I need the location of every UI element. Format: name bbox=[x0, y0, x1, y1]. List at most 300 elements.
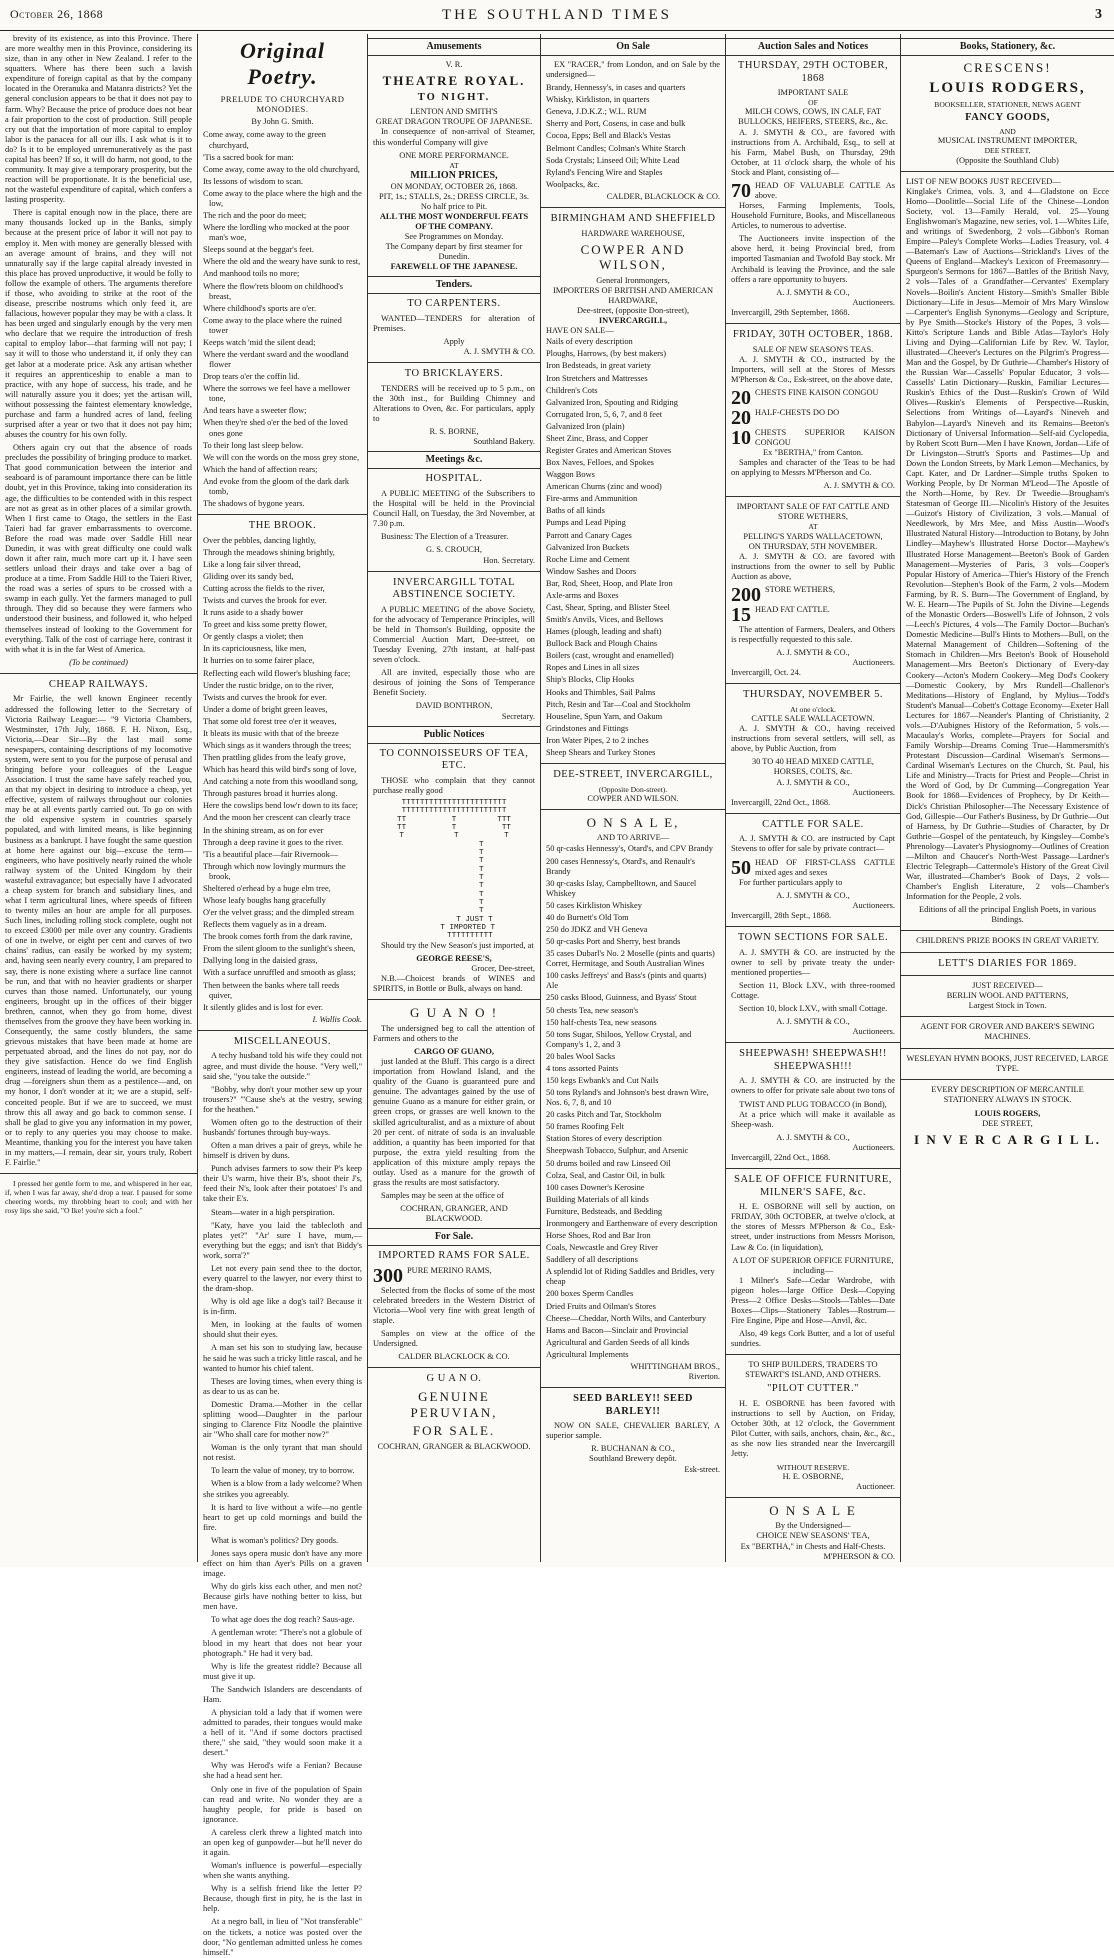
and-label: AND bbox=[999, 127, 1016, 137]
poem2-title: THE BROOK. bbox=[248, 520, 317, 532]
poem-line: Sheltered o'erhead by a huge elm tree, bbox=[203, 883, 331, 893]
paragraph: A careless clerk threw a lighted match into an open keg of gunpowder—but he'll never do it again. bbox=[203, 1827, 362, 1857]
row-number: 10 bbox=[731, 426, 751, 449]
poem-line: The rich and the poor do meet; bbox=[203, 211, 307, 221]
performance: ONE MORE PERFORMANCE. bbox=[399, 150, 509, 160]
poem-line: Here the cowslips bend low'r down to its face; bbox=[203, 801, 359, 811]
a1-number: 70 bbox=[731, 179, 751, 202]
poem-line: Under the rustic bridge, on to the river, bbox=[203, 680, 334, 690]
a9-body: H. E. OSBORNE has been favored with instructions to sell by Auction, on Friday, October 30th, at 12 o'clock, the Government Pilot Cutter, with sails, anchors, chain, &c., &c., as she now lies stranded near the Invercargill Jetty. bbox=[731, 1399, 895, 1459]
a7-dated: Invercargill, 22nd Oct., 1868. bbox=[731, 1152, 831, 1162]
a9-title: "PILOT CUTTER." bbox=[767, 1383, 859, 1395]
poem1-title: PRELUDE TO CHURCHYARD MONODIES. bbox=[220, 93, 345, 115]
paragraph: "Katy, have you laid the tablecloth and plates yet?" "Ar' sure I have, mum,—everything but the eggs; and isn't that Biddy's work, sorra'?" bbox=[203, 1220, 362, 1260]
poem-line: Then prattling glides from the leafy grove, bbox=[203, 753, 346, 763]
list-item: 50 tons Ryland's and Johnson's best drawn Wire, Nos. 6, 7, 8, and 10 bbox=[546, 1088, 709, 1108]
musical-importer: MUSICAL INSTRUMENT IMPORTER, bbox=[937, 136, 1078, 146]
paragraph: Let not every pain send thee to the doctor, every quarrel to the lawyer, nor every thirst to the dram-shop. bbox=[203, 1263, 362, 1294]
row-number: 20 bbox=[731, 406, 751, 429]
poem-line: Keeps watch 'mid the silent dead; bbox=[203, 337, 316, 347]
seat-prices: PIT, 1s.; STALLS, 2s.; DRESS CIRCLE, 3s. bbox=[379, 191, 529, 201]
carpenters-title: TO CARPENTERS. bbox=[407, 298, 501, 310]
paragraph: Others again cry out that the absence of roads precludes the possibility of bringing produce to market. That good communication between the interior and seaboard is of paramount importance there can be little doubt, yet in this Province, taking into consideration its age, the difficulties to be contended with in this respect are not as great as in other places of a similar growth. When I first came to Otago, the settlers in the East Taieri had far graver embarrassments to overcome. Before the road was made over Saddle Hill near Dunedin, it was with great difficulty one could walk down it after rain, much more cart up it. I have seen settlers unload their drays and take over a bag of produce at a time. From Saddle Hill to the Taieri River, the road was a series of spurs to be crossed with a swamp in each gully. Yet the farmers managed to pull through. They did so because they were farmers who understood their business, and followed it, who helped themselves instead of looking to the Government for everything. Talk of the cost of carriage here, contrast it with what it is in the far West of America. bbox=[5, 443, 192, 654]
row-text: HALF-CHESTS DO DO bbox=[755, 407, 840, 417]
list-item: Dried Fruits and Oilman's Stores bbox=[546, 1301, 656, 1311]
poem2-author: I. Wallis Cook. bbox=[312, 1014, 362, 1024]
list-item: 4 tons assorted Paints bbox=[546, 1063, 619, 1073]
list-item: Furniture, Bedsteads, and Bedding bbox=[546, 1206, 663, 1216]
tea-title: TO CONNOISSEURS OF TEA, ETC. bbox=[379, 747, 529, 772]
poem-line: In its capriciousness, like men, bbox=[203, 644, 307, 654]
paragraph: Why is life the greatest riddle? Because all must give it up. bbox=[203, 1661, 362, 1681]
poem2-body bbox=[203, 536, 362, 1013]
list-item: Station Stores of every description bbox=[546, 1134, 662, 1144]
list-item: 250 casks Blood, Guinness, and Byass' Stout bbox=[546, 993, 697, 1003]
bricklayers-title: TO BRICKLAYERS. bbox=[404, 368, 504, 380]
poem-line: The brook comes forth from the dark ravine, bbox=[203, 932, 353, 942]
vr-mark: V. R. bbox=[445, 60, 463, 69]
list-item: 50 chests Tea, new season's bbox=[546, 1005, 639, 1015]
list-item: Register Grates and American Stoves bbox=[546, 445, 672, 455]
guano2-head: GENUINE PERUVIAN, bbox=[410, 1389, 498, 1420]
a2-body: A. J. SMYTH & CO., instructed by the Importers, will sell at the Stores of Messrs M'Pherson & Co., Esk-street, on the above date, bbox=[731, 354, 895, 384]
list-item: Nails of every description bbox=[546, 337, 633, 347]
poem-line: The shadows of bygone years. bbox=[203, 498, 305, 508]
poem-line: Come away, come away to the green churchyard, bbox=[203, 130, 326, 150]
list-item: Parrott and Canary Cages bbox=[546, 530, 632, 540]
paragraph: Why is a selfish friend like the letter P? Because, though first in pity, he is the last in help. bbox=[203, 1884, 362, 1914]
column-6 bbox=[900, 34, 1114, 1562]
list-item: Colza, Seal, and Castor Oil, in bulk bbox=[546, 1170, 665, 1180]
guano-cargo: CARGO OF GUANO, bbox=[414, 1046, 494, 1056]
paragraph: When is a blow from a lady welcome? When she strikes you agreeably. bbox=[203, 1479, 363, 1499]
guano2-title: G U A N O. bbox=[426, 1373, 482, 1385]
list-item: Pitch, Resin and Tar—Coal and Stockholm bbox=[546, 699, 691, 709]
paragraph: Woman is the only tyrant that man should not resist. bbox=[203, 1443, 362, 1463]
list-item: A splendid lot of Riding Saddles and Bridles, very cheap bbox=[546, 1267, 715, 1287]
poem-line: Where the verdant sward and the woodland flower bbox=[203, 349, 349, 370]
farewell: FAREWELL OF THE JAPANESE. bbox=[390, 262, 518, 272]
public-notices-header: Public Notices bbox=[368, 726, 540, 744]
paragraph: A man set his son to studying law, because he said he was such a tricky little rascal, and he wanted to humor his chief talent. bbox=[203, 1343, 362, 1373]
a6-l1: Section 11, Block LXV., with three-roomed Cottage. bbox=[731, 980, 895, 1000]
poem-line: Cutting across the fields to the river, bbox=[203, 583, 325, 593]
rams-samples: Samples on view at the office of the Undersigned. bbox=[373, 1329, 535, 1349]
column-5 bbox=[725, 34, 900, 1562]
poem-line: That some old forest tree o'er it weaves, bbox=[203, 716, 337, 726]
list-item: Cheese—Cheddar, North Wilts, and Canterbury bbox=[546, 1313, 707, 1323]
list-item: Building Materials of all kinds bbox=[546, 1194, 649, 1204]
brewery: Southland Brewery depôt. bbox=[589, 1454, 677, 1464]
a9-head: TO SHIP BUILDERS, TRADERS TO STEWART'S ISLAND, AND OTHERS. bbox=[745, 1360, 881, 1380]
tea-after: Should try the New Season's just imported, at bbox=[381, 940, 534, 950]
list-item: Boilers (cast, wrought and enamelled) bbox=[546, 651, 674, 661]
list-item: Cocoa, Epps; Bell and Black's Vestas bbox=[546, 131, 671, 141]
list-item: Corrugated Iron, 5, 6, 7, and 8 feet bbox=[546, 409, 663, 419]
list-item: Window Sashes and Doors bbox=[546, 566, 637, 576]
esk-street: Esk-street. bbox=[684, 1464, 720, 1474]
a1-sig: A. J. SMYTH & CO., bbox=[776, 287, 850, 297]
list-item: Axle-arms and Boxes bbox=[546, 590, 619, 600]
paragraph: A physician told a lady that if women were admitted to parades, their tongues would make a hell of it. "And if some doctors practised there," she said, "they would soon make it a desert." bbox=[203, 1707, 362, 1758]
list-item: Sherry and Port, Cosens, in case and bulk bbox=[546, 119, 686, 129]
poem-line: Over the pebbles, dancing lightly, bbox=[203, 535, 316, 545]
list-item: 100 cases Downer's Kerosine bbox=[546, 1182, 645, 1192]
a6-l2: Section 10, block LXV., with small Cottage. bbox=[739, 1003, 888, 1013]
poem-line: In the shining stream, as on for ever bbox=[203, 825, 324, 835]
column-1 bbox=[0, 34, 197, 1562]
list-item: Belmont Candles; Colman's White Starch bbox=[546, 143, 686, 153]
poem-line: Or gently clasps a violet; then bbox=[203, 632, 304, 642]
temperance-body-2: All are invited, especially those who are desirous of joining the Sons of Temperance Benefit Society. bbox=[373, 668, 535, 698]
bricklayers-sig2: Southland Bakery. bbox=[473, 437, 535, 447]
programmes: See Programmes on Monday. bbox=[404, 232, 504, 242]
row-text: CHESTS FINE KAISON CONGOU bbox=[755, 387, 879, 397]
poem-line: It bleats its music with that of the breeze bbox=[203, 728, 339, 738]
paragraph: At a negro ball, in lieu of "Not transferable" on the tickets, a notice was posted over the door, "No gentleman admitted unless he comes himself." bbox=[203, 1917, 362, 1957]
misc-items bbox=[203, 1051, 362, 1957]
a3-body: A. J. SMYTH & CO. are favored with instructions from the owner to sell by Public Auction as above, bbox=[731, 551, 895, 581]
list-item: Agricultural Implements bbox=[546, 1349, 629, 1359]
list-item: Ironmongery and Earthenware of every description bbox=[546, 1218, 718, 1228]
guano2-sig: COCHRAN, GRANGER & BLACKWOOD. bbox=[377, 1441, 531, 1451]
paragraph: Often a man drives a pair of greys, while he himself is driven by duns. bbox=[203, 1141, 362, 1161]
hardware-label: HARDWARE, bbox=[608, 295, 658, 305]
list-item: Hams and Bacon—Sinclair and Provincial bbox=[546, 1325, 689, 1335]
list-item: Woolpacks, &c. bbox=[546, 179, 600, 189]
a1-date: THURSDAY, 29TH OCTOBER, 1868 bbox=[737, 60, 889, 84]
rams-sig: CALDER BLACKLOCK & CO. bbox=[398, 1352, 510, 1362]
rams-number: 300 bbox=[373, 1264, 403, 1287]
a3-body2: The attention of Farmers, Dealers, and Others is respectfully requested to this sale. bbox=[731, 624, 895, 645]
number-row bbox=[731, 428, 895, 448]
list-item: 250 do JDKZ and VH Geneva bbox=[546, 925, 648, 934]
paragraph: brevity of its existence, as into this Province. There are more wealthy men in this Province, considering its size, than in any other in New Zealand. I refer to the squatters. Where has there been such a lavish expenditure of foreign capital as that by the company located in the Oreranuka and Matanra districts? Yet the general conclusion appears to be that it does not pay to farm. Why? Because the price of produce does not bear a fair proportion to the cost of production. Still people cry out that the importation of more capital to employ labor is the panacea for all our ills. I ask what is it to do? Is it to be employed unremuneratively as the past capital has been? If so, it will do harm, not good, to the community. It may give a temporary prosperity, but the reaction will be proportionate. It is the beneficial use, not the wasteful expenditure of capital, which confers a lasting prosperity. bbox=[5, 34, 192, 205]
a9-sig: H. E. OSBORNE, bbox=[782, 1471, 844, 1481]
poem-line: Which has heard this wild bird's song of love, bbox=[203, 765, 357, 775]
a4-sig: A. J. SMYTH & CO., bbox=[776, 777, 850, 787]
reese-name: GEORGE REESE'S, bbox=[416, 953, 492, 963]
row-text: STORE WETHERS, bbox=[765, 584, 835, 594]
poem-line: Reflects them vaguely as in a dream. bbox=[203, 920, 327, 930]
poem-line: It silently glides and is lost for ever. bbox=[203, 1002, 324, 1012]
a4-head: CATTLE SALE WALLACETOWN. bbox=[751, 714, 875, 724]
column-3 bbox=[367, 34, 540, 1562]
a6-head: TOWN SECTIONS FOR SALE. bbox=[737, 931, 889, 943]
cheap-railways-article bbox=[5, 694, 192, 1168]
list-item: Horse Shoes, Rod and Bar Iron bbox=[546, 1231, 651, 1241]
a10-tea: CHOICE NEW SEASONS' TEA, bbox=[756, 1531, 870, 1541]
list-item: Geneva, J.D.K.Z.; W.L. RUM bbox=[546, 107, 647, 117]
dee-street: Dee-street, (opposite Don-street), bbox=[576, 306, 690, 316]
sig-street: DEE STREET, bbox=[982, 1118, 1033, 1128]
guano-title: G U A N O ! bbox=[409, 1005, 499, 1021]
a2-ex: Ex "BERTHA," from Canton. bbox=[762, 448, 864, 457]
importers: IMPORTERS OF BRITISH AND AMERICAN bbox=[552, 285, 714, 295]
paragraph: Domestic Drama.—Mother in the cellar splitting wood—Daughter in the parlour singing to Clarence Fitz Noodle the plaintive air "Who shall care for mother now?" bbox=[203, 1399, 362, 1440]
tenders-header: Tenders. bbox=[368, 276, 540, 294]
list-item: 200 boxes Sperm Candles bbox=[546, 1289, 634, 1299]
a5-head: CATTLE FOR SALE. bbox=[762, 818, 864, 830]
poem-line: And manhood toils no more; bbox=[203, 269, 300, 279]
list-item: Sheet Zinc, Brass, and Copper bbox=[546, 433, 648, 443]
fancy-goods: FANCY GOODS, bbox=[965, 111, 1050, 123]
paragraph: Mr Fairlie, the well known Engineer recently addressed the following letter to the Secretary of Victoria Railway League:— "9 Victoria Chambers, Westminster, 17th July, 1868. F. H. Nixon, Esq., Victoria,—Dear Sir—By the last mail some newspapers, containing descriptions of my locomotive system, were sent to you for the purpose of perusal and bringing before your colleagues of the League Association. I trust the same have safely reached you, an that my object in desiring to introduce a cheap, yet effective, system of railways throughout our colonies may be at all events partly carried out. To go on with the old expensive system in countries sparsely populated, and with limited means, is like beginning business as a bankrupt. I have fought the same question at home here against our big—excuse the term—engineers, who have positively nearly ruined the whole railway system of the United Kingdom by their wasteful extravagance; but especially have I advocated a cheap system for branch and subsidiary lines, and what I term agricultural lines, where speeds of fifteen to twenty miles an hour are ample for all purposes. Such lines, including rolling stock complete, ought not to exceed £3000 per mile over any country. Gradients of one in twelve, or eight per cent and curves of two chains' radius, can easily be worked by my system; and, having seen nearly every country, I am prepared to say, there is none existing where a surface line cannot be run, and that with no heavier gradients or sharper curves than those named. Unfortunately, our young engineers, brought up in the offices of their bigger brethren, cannot, when they go from home, divest themselves from the groove they have been working in. Consequently, the same costly blunders, the same grievous mistakes that have been made at home are perpetuated abroad, and the lines do not pay, nor do they give satisfaction. Hence do we find English engineers, instead of leading the world, are becoming a drug —foreigners shun them as a pestilence—and, on my honor, I don't wonder at it; we are a stupid, self-conceited people. But if we are to succeed, we must throw this all away and go back to common sense. I shall be glad to give you any information in my power, or to reply to any queries you may choose to make. Meantime, thanking you for the interest you have taken in my matters,—I remain, dear sir, yours truly, Robert F. Fairlie." bbox=[5, 694, 192, 1168]
general-ironmongers: General Ironmongers, bbox=[596, 275, 670, 285]
cowper-wilson: COWPER AND WILSON, bbox=[580, 241, 686, 273]
list-item: Iron Stretchers and Mattresses bbox=[546, 373, 648, 383]
list-item: Smith's Anvils, Vices, and Bellows bbox=[546, 615, 664, 625]
paragraph: There is capital enough now in the place, there are many thousands locked up in the Banks, simply because at the present price of labor it will not pay to employ it. Men with money are generally blessed with an average amount of brains, and they will not unnaturally say if the large capital already invested in this place has proved unproductive, it would be folly to follow the example of others. The arguments therefore if those, who avoiding to strike at the root of the disease, prescribe nostrums which only feed it, are fallacious, however popular they may be with a class. It has been urged and singularly enough by the very men who declare that we require the introduction of fresh capital to employ labor—that farming will not pay; I say it will to those who understand it, if only they can get labor at a moderate price. Ask any artisan whether it requires an apprenticeship to enable a man to practice, with any hope of success, his trade, and he will naturally assure you it does; yet the artisan will, without possessing the faintest elementary knowledge, purchase and farm a hundred acres of land, feeling surprised after a year or two that it does not pay him; abuses the country for his own folly. bbox=[5, 208, 192, 440]
list-item: Ryland's Fencing Wire and Staples bbox=[546, 167, 663, 177]
a7-body2: At a price which will make it available as Sheep-wash. bbox=[731, 1109, 895, 1129]
a7-head: SHEEPWASH! SHEEPWASH!! SHEEPWASH!!! bbox=[739, 1048, 887, 1072]
list-item: Hames (plough, leading and shaft) bbox=[546, 627, 662, 637]
header-date: October 26, 1868 bbox=[10, 7, 104, 21]
poem-line: Through a deep ravine it goes to the river. bbox=[203, 837, 344, 847]
poem-line: Whose leafy boughs hang gracefully bbox=[203, 896, 326, 905]
paragraph: Woman's influence is powerful—especially when she wants anything. bbox=[203, 1861, 362, 1881]
number-row bbox=[731, 605, 895, 625]
opp-club: (Opposite the Southland Club) bbox=[956, 155, 1059, 165]
poem-line: Which sings as it wanders through the trees; bbox=[203, 740, 352, 750]
poem-line: Through the meadows shining brightly, bbox=[203, 547, 335, 557]
cowper-wilson-2: COWPER AND WILSON. bbox=[587, 793, 679, 803]
hospital-title: HOSPITAL. bbox=[425, 473, 483, 485]
number-row bbox=[731, 585, 895, 605]
poem-line: Come away to the place where the high and the low, bbox=[203, 188, 362, 208]
a5-auct: Auctioneers. bbox=[852, 900, 895, 910]
invercargill: INVERCARGILL, bbox=[598, 316, 668, 326]
paragraph: It is hard to live without a wife—no gentle heart to get up cold mornings and build the fire. bbox=[203, 1502, 362, 1532]
a2-sig: A. J. SMYTH & CO. bbox=[823, 481, 895, 491]
carpenters-body: WANTED—TENDERS for alteration of Premises. bbox=[373, 314, 535, 334]
list-item: Houseline, Spun Yarn, and Oakum bbox=[546, 711, 663, 721]
footnote: I pressed her gentle form to me, and whispered in her ear, if, when I was far away, she'd drop a tear. I paused for some cheering words, my throbbing heart to cool; and with her rosy lips she said, "O Ike! you're sich a fool." bbox=[5, 1179, 192, 1216]
paragraph: Jones says opera music don't have any more effect on him than Ayer's Pills on a graven image. bbox=[203, 1548, 362, 1579]
a1-body2: Horses, Farming Implements, Tools, Household Furniture, Books, and Miscellaneous Articles, to numerous to advertise. bbox=[731, 201, 895, 231]
berlin-wool: BERLIN WOOL AND PATTERNS, bbox=[946, 991, 1069, 1001]
book-list-head: LIST OF NEW BOOKS JUST RECEIVED— bbox=[906, 176, 1061, 186]
tonight: TO NIGHT. bbox=[417, 91, 491, 103]
carpenters-sig: A. J. SMYTH & CO. bbox=[463, 347, 535, 357]
poem1-body bbox=[203, 130, 362, 509]
paragraph: Only one in five of the population of Spain can read and write. No wonder they are a haughty people, for pride is based on ignorance. bbox=[203, 1784, 362, 1824]
poem-line: Come away, come away to the old churchyard, bbox=[203, 164, 360, 174]
temperance-sig: DAVID BONTHRON, bbox=[415, 701, 493, 711]
have-on-sale: HAVE ON SALE— bbox=[546, 326, 614, 336]
a8-body3: Also, 49 kegs Cork Butter, and a lot of useful sundries. bbox=[731, 1329, 895, 1349]
paragraph: Why do girls kiss each other, and men not? Because girls have nothing better to kiss, but men have. bbox=[203, 1582, 362, 1612]
list-item: 50 qr-casks Port and Sherry, best brands bbox=[546, 937, 681, 947]
misc-title: MISCELLANEOUS. bbox=[233, 1035, 332, 1047]
list-item: Brandy, Hennessy's, in cases and quarters bbox=[546, 83, 686, 93]
poem-line: Under a dome of bright green leaves, bbox=[203, 704, 328, 714]
list-item: 50 qr-casks Hennessy's, Otard's, and CPV Brandy bbox=[546, 844, 713, 854]
racer-sig: CALDER, BLACKLOCK & CO. bbox=[606, 191, 720, 201]
paragraph: Men, in looking at the faults of women should shut their eyes. bbox=[203, 1320, 362, 1340]
list-item: Agricultural and Garden Seeds of all kinds bbox=[546, 1337, 690, 1347]
hardware-items bbox=[546, 337, 720, 758]
bricklayers-sig: R. S. BORNE, bbox=[429, 427, 479, 437]
a3-date: ON THURSDAY, 5TH NOVEMBER. bbox=[748, 541, 878, 551]
a1-dated: Invercargill, 29th September, 1868. bbox=[731, 307, 850, 317]
list-item: Bar, Rod, Sheet, Hoop, and Plate Iron bbox=[546, 578, 673, 588]
bham-title: BIRMINGHAM AND SHEFFIELD bbox=[550, 212, 716, 224]
paragraph: A techy husband told his wife they could not agree, and must divide the house. "Very well," said she, "you take the outside." bbox=[203, 1051, 362, 1081]
a6-sig: A. J. SMYTH & CO., bbox=[776, 1017, 850, 1027]
list-item: Children's Cots bbox=[546, 385, 598, 395]
paragraph: Women often go to the destruction of their husbands' fortunes through buy-ways. bbox=[203, 1117, 362, 1137]
a6-body: A. J. SMYTH & CO. are instructed by the owner to sell by private treaty the under-mentioned properties— bbox=[731, 947, 895, 977]
a10-ex: Ex "BERTHA," in Chests and Half-Chests. bbox=[740, 1541, 886, 1551]
poem-line: With a surface unruffled and smooth as glass; bbox=[203, 968, 356, 978]
poem-line: Where childhood's sports are o'er. bbox=[203, 303, 317, 313]
arrive-items bbox=[546, 844, 720, 1359]
hospital-business: Business: The Election of a Treasurer. bbox=[381, 532, 509, 542]
guano-body: The undersigned beg to call the attention of Farmers and others to the bbox=[373, 1023, 535, 1043]
whittingham: WHITTINGHAM BROS., bbox=[630, 1361, 720, 1371]
a9-reserve: WITHOUT RESERVE. bbox=[776, 1462, 850, 1472]
row-text: HEAD FAT CATTLE. bbox=[755, 604, 830, 614]
poem-line: Twists and curves the brook for ever. bbox=[203, 596, 327, 606]
cheap-railways-title: CHEAP RAILWAYS. bbox=[48, 678, 149, 690]
original-poetry-title: Original Poetry. bbox=[239, 38, 326, 90]
list-item: Coals, Newcastle and Grey River bbox=[546, 1243, 658, 1253]
row-number: 20 bbox=[731, 386, 751, 409]
poem-line: 'Tis a sacred book for man: bbox=[203, 152, 294, 162]
paragraph: To what age does the dog reach? Saus-age. bbox=[211, 1615, 355, 1625]
list-item: Sheep Shears and Turkey Stones bbox=[546, 747, 656, 757]
a7-sig: A. J. SMYTH & CO., bbox=[776, 1132, 850, 1142]
tea-letter-art: TTTTTTTTTTTTTTTTTTTTTTT TTTTTTTTTTTTTTTTTTTTTTT TT T TTT TT T TT T T T T T T T T T T T T T JUST T T IMPORTED T TTTTTTTTTT bbox=[397, 798, 511, 941]
meetings-header: Meetings &c. bbox=[368, 451, 540, 469]
a8-head: SALE OF OFFICE FURNITURE, MILNER'S SAFE, &c. bbox=[734, 1174, 892, 1198]
list-item: 100 casks Jeffreys' and Bass's (pints and quarts) Ale bbox=[546, 971, 707, 991]
paragraph: To learn the value of money, try to borrow. bbox=[211, 1466, 355, 1476]
temperance-body: A PUBLIC MEETING of the above Society, for the advocacy of Temperance Principles, will be held in Thomson's Building, opposite the Commercial Auction Mart, Dee-street, on Tuesday Evening, 27th instant, at half-past seven o'clock. bbox=[373, 604, 535, 665]
list-item: Ship's Blocks, Clip Hooks bbox=[546, 675, 635, 685]
poem-line: Dallying long in the daisied grass, bbox=[203, 956, 318, 966]
poem-line: Where the flow'rets bloom on childhood's breast, bbox=[203, 281, 344, 301]
number-row bbox=[731, 408, 895, 428]
a1-imp: IMPORTANT SALE bbox=[777, 88, 849, 98]
poem-line: Come away to the place where the ruined tower bbox=[203, 315, 342, 335]
on-sale-header: On Sale bbox=[541, 38, 725, 56]
paragraph: What is woman's politics? Dry goods. bbox=[211, 1535, 339, 1545]
crescens: CRESCENS! bbox=[963, 60, 1052, 75]
theatre-royal: THEATRE ROYAL. bbox=[382, 73, 526, 89]
a1-body3: The Auctioneers invite inspection of the above herd, it being Provincial bred, from imported Tasmanian and Twofold Bay stock. Mr Archibald is leaving the Province, and the sale offers a rare opportunity to buyers. bbox=[731, 234, 895, 284]
trade-line: BOOKSELLER, STATIONER, NEWS AGENT bbox=[934, 99, 1081, 109]
a3-at: AT bbox=[808, 522, 818, 532]
a7-auct: Auctioneers. bbox=[852, 1142, 895, 1152]
poem-line: Then between the banks where tall reeds quiver, bbox=[203, 980, 340, 1000]
paragraph: Why is old age like a dog's tail? Because it is in-firm. bbox=[203, 1297, 362, 1317]
poem1-author: By John G. Smith. bbox=[251, 117, 314, 127]
a4-horses: HORSES, COLTS, &c. bbox=[773, 767, 853, 777]
poem-line: Where the sorrows we feel have a mellower tone, bbox=[203, 384, 351, 404]
header-title: THE SOUTHLAND TIMES bbox=[441, 7, 673, 23]
poem-line: Where the lordling who mocked at the poor man's woe, bbox=[203, 223, 350, 243]
number-row bbox=[731, 388, 895, 408]
list-item: American Churns (zinc and wood) bbox=[546, 482, 662, 492]
a5-number: 50 bbox=[731, 856, 751, 879]
poem-line: We will con the words on the moss grey stone, bbox=[203, 452, 360, 462]
list-item: Cast, Shear, Spring, and Blister Steel bbox=[546, 602, 670, 612]
paragraph: Theses are loving times, when every thing is as dear to us as can be. bbox=[203, 1376, 362, 1396]
list-item: 150 kegs Ewbank's and Cut Nails bbox=[546, 1076, 659, 1086]
a1-body: A. J. SMYTH & CO., are favored with instructions from A. Archibald, Esq., to sell at his Farm, Mabel Bush, on Thursday, 29th October, at 11 o'clock sharp, the whole of his Stock and Plant, consisting of— bbox=[731, 127, 895, 177]
theatre-date: ON MONDAY, OCTOBER 26, 1868. bbox=[390, 181, 518, 191]
a2-head: SALE OF NEW SEASON'S TEAS. bbox=[752, 344, 874, 354]
poem-line: Which the hand of affection rears; bbox=[203, 464, 318, 474]
poem-line: O'er the velvet grass; and the dimpled stream bbox=[203, 908, 355, 918]
poem-line: And evoke from the gloom of the dark dark tomb, bbox=[203, 476, 350, 496]
bricklayers-body: TENDERS will be received up to 5 p.m., on the 30th inst., for Building Chimney and Alterations to Oven, &c. For particulars, apply to bbox=[373, 383, 535, 424]
poem-line: And the moon her crescent can clearly trace bbox=[203, 813, 351, 823]
list-item: Pumps and Lead Piping bbox=[546, 518, 626, 528]
poem-line: And catching a note from this woodland song, bbox=[203, 777, 358, 787]
a5-body: A. J. SMYTH & CO. are instructed by Capt Stevens to offer for sale by private contract— bbox=[731, 834, 895, 854]
row-number: 200 bbox=[731, 583, 761, 606]
a5-cattle: HEAD OF FIRST-CLASS CATTLE mixed ages and sexes bbox=[755, 857, 895, 877]
book-list: Kinglake's Crimea, vols. 3, and 4—Gladstone on Ecce Homo—Doolittle—Social Life of the Chinese—London Society, vol. 13—Family Herald, vol. 25—Young Englishwoman's Magazine, new series, vol. 1—Whites Life, and writings of Swedenborg, 2 vols—Gibbon's Roman Empire—Paley's Complete Works—Ladies Treasury, vol. 4—Bateman's Law of Auctions—Strickland's Lives of the Queens of England—Mackey's Lexicon of Freemasonry—Spurgeon's Sermons for 1867—Battles of the British Navy, 2 vols—Tales of a Grandfather—Cervantes' Exemplary Novels—Boilin's Ancient History—Smith's Smaller Bible Dictionary—Life in Jesus—Memoir of Mrs Mary Winslow—Carpenter's English Synonyms—Geology and Scripture, by Pye Smith—Stocke's History of the Popes, 3 vols—Kitto's Scripture Lands and Bible Atlas—Taylor's Holy Living and Dying—Californian Life by Rev. W. Taylor, illustrated—Cheever's Lectures on the Pilgrim's Progress—Man and the Gospel, by Dr Guthrie—Chamber's History of the Russian War—Cassells' Popular Educator, 3 vols—Cassells' Latin Dictionary—Ruskin, Familiar Lectures—Ruskin's Ethics of the Dust—Ruskin's Crown of Wild Olives—Ruskin's Elements of Perspective—Ruskin, Selections from Writings of—Layard's Nineveh and Babylon—Layard's Nineveh and its Remains—Beeton's Dictionary of Universal Information—Self-aid Cyclopedia, by Robert Scott Burn—Men I have Known, Jordan—Life of Dr Livingston—Strutt's Sports and Pastimes—Up and Down the London Streets, by Mark Lemon—Mechanics, by Capt. Kater, and Dr Lardner—Simple truths Spoken to Working People, by Dr Norman M'Leod—The Apostle of the North—Home, by Rev. Dr Tweedie—Brougham's Statesman of George III.—Nicolin's History of the Jesuites—Guizot's History of Civilization, 3 vols.—Manual of Needlework, by Mrs Mee, and Miss Austin—Wood's Illustrated Natural History—Introduction to Botany, by John Lindley—Mayhew's Illustrated Horse Doctor—Mayhew's Illustrated Horse Management—Beeton's Book of Garden Management—Mysteries of Paris, 3 vols—Cooper's Popular History of America—Thier's History of the French Revolution—Stephen's Book of the Farm, 2 vols—Modern Farming, by R. S. Burn—The Government of England, by W. E. Hearn—The Pupils of St. John the Divine—Legends of the Monastic Orders—Boswell's Life of Johnson, 2 vols—Leech's Pictures, 4 vols—The Family Doctor—Buchan's Domestic Medicine—Bull's Hints to Mothers—Bull, on the Maternal Management of Children—Softening of the Stomach in Children—Mrs Beeton's Book of Household Management—Mrs Beeton's Dictionary of Every-day Cookery—Acton's Modern Cookery—Meg Dod's Cookery—Domestic Cookery, by Mrs Rundell—Challenor's Meditations—History of England, by Mylius—Todd's Student's Manual—Cobett's Cottage Economy—Exeter Hall Lectures for 1867—Neander's Planting of Christianity, 2 vols.—D'Aubignes History of the Reformation, 5 vols.—Macaulay's Works, complete—Prayers for Social and Family Worship—Dreams Coming True—Hammersmith's Protestant Discussion—Cardinal Wiseman's Sermons—Cardinal Wiseman's Lectures on the Church, St. Paul, his Life and Ministry—Tracts for Priest and People—Christ in the Word of God, by Dr Cumming—Congregation Year Book for 1868—Evidences of Prophecy, by Dr Keith—Dick's Christian Philosopher—The Necessary Existence of God, Gillespie—Our Father's Business, by Dr Guthrie—Out of Harness, by Dr Guthrie—Studies of Character, by Dr Guthrie—Gospel of the pentateuch, by Kingsley—Combe's Phrenology—Lavater's Physiognomy—Outlines of Creation—Milton and Chaucer's North-West Passage—Lardner's Electric Telegraph—Cattermole's History of the Great Civil War, illustrated—Chamber's Book of Days, 2 vols—Chamber's English Literature, 2 vols—Chamber's Information for the People, 2 vols. bbox=[906, 186, 1109, 902]
hospital-sig: G. S. CROUCH, bbox=[425, 545, 483, 555]
editions: Editions of all the principal English Poets, in various Bindings. bbox=[918, 905, 1097, 925]
troupe-line-2: GREAT DRAGON TROUPE OF JAPANESE. bbox=[375, 117, 533, 127]
theatre-notice: In consequence of non-arrival of Steamer, this wonderful Company will give bbox=[373, 127, 535, 147]
poem-line: Through pastures broad it hurries along. bbox=[203, 789, 338, 799]
poem-line: Reflecting each wild flower's blushing face; bbox=[203, 668, 351, 678]
paragraph: "Bobby, why don't your mother sew up your trousers?" "'Cause she's at the vestry, sewing for the heathen." bbox=[203, 1084, 362, 1114]
racer-items bbox=[546, 83, 720, 190]
amusements-header: Amusements bbox=[368, 38, 540, 56]
list-item: 50 frames Roofing Felt bbox=[546, 1122, 624, 1132]
reese-address: Grocer, Dee-street, bbox=[471, 963, 535, 973]
list-item: Galvanized Iron Buckets bbox=[546, 542, 630, 552]
list-item: Soda Crystals; Linseed Oil; White Lead bbox=[546, 155, 680, 165]
a4-date: THURSDAY, NOVEMBER 5. bbox=[742, 689, 884, 701]
list-item: 20 bales Wool Sacks bbox=[546, 1051, 616, 1061]
article-continuation bbox=[5, 34, 192, 655]
a1-of: OF bbox=[808, 98, 818, 108]
at-label: AT bbox=[449, 160, 459, 170]
ex-racer: EX "RACER," from London, and on Sale by the undersigned— bbox=[546, 60, 720, 80]
sig-town: I N V E R C A R G I L L. bbox=[914, 1131, 1101, 1147]
temperance-sig2: Secretary. bbox=[501, 711, 535, 721]
list-item: Sheepwash Tobacco, Sulphur, and Arsenic bbox=[546, 1146, 689, 1156]
poem-line: Like a long fair silver thread, bbox=[203, 559, 301, 569]
guano-body-2: just landed at the Bluff. This cargo is a direct importation from Howland Island, and the quality of the Guano is guaranteed pure and genuine. The advantages gained by the use of genuine Guano as a manure for either grain, or green crops, or grasses are well known to the skilled agriculturalist, and as a mixture of about 20 per cent. of nitrate of soda is an invaluable addition, a quantity has been imported for that purpose, the extra yield resulting from the application of this mixture amply repays the outlay. Used as a manure for the growth of grass the results are most satisfactory. bbox=[373, 1057, 535, 1187]
list-item: Whisky, Kirkliston, in quarters bbox=[546, 95, 650, 105]
a4-cattle: 30 TO 40 HEAD MIXED CATTLE, bbox=[751, 757, 875, 767]
guano-samples: Samples may be seen at the office of bbox=[381, 1191, 504, 1201]
list-item: Waggon Bows bbox=[546, 470, 595, 480]
for-sale-header: For Sale. bbox=[368, 1228, 540, 1246]
a10-sig: M'PHERSON & CO. bbox=[823, 1551, 895, 1561]
a3-head: IMPORTANT SALE OF FAT CATTLE AND STORE WETHERS, bbox=[736, 502, 890, 522]
list-item: 40 do Burnett's Old Tom bbox=[546, 912, 629, 922]
column-4 bbox=[540, 34, 725, 1562]
list-item: 50 cases Kirkliston Whiskey bbox=[546, 900, 642, 910]
a2-date: FRIDAY, 30TH OCTOBER, 1868. bbox=[732, 328, 894, 340]
a3-rows bbox=[731, 585, 895, 625]
auction-header: Auction Sales and Notices bbox=[726, 38, 900, 56]
header-page-number: 3 bbox=[1095, 7, 1102, 22]
a3-auct: Auctioneers. bbox=[852, 658, 895, 668]
apply-label: Apply bbox=[443, 337, 465, 347]
